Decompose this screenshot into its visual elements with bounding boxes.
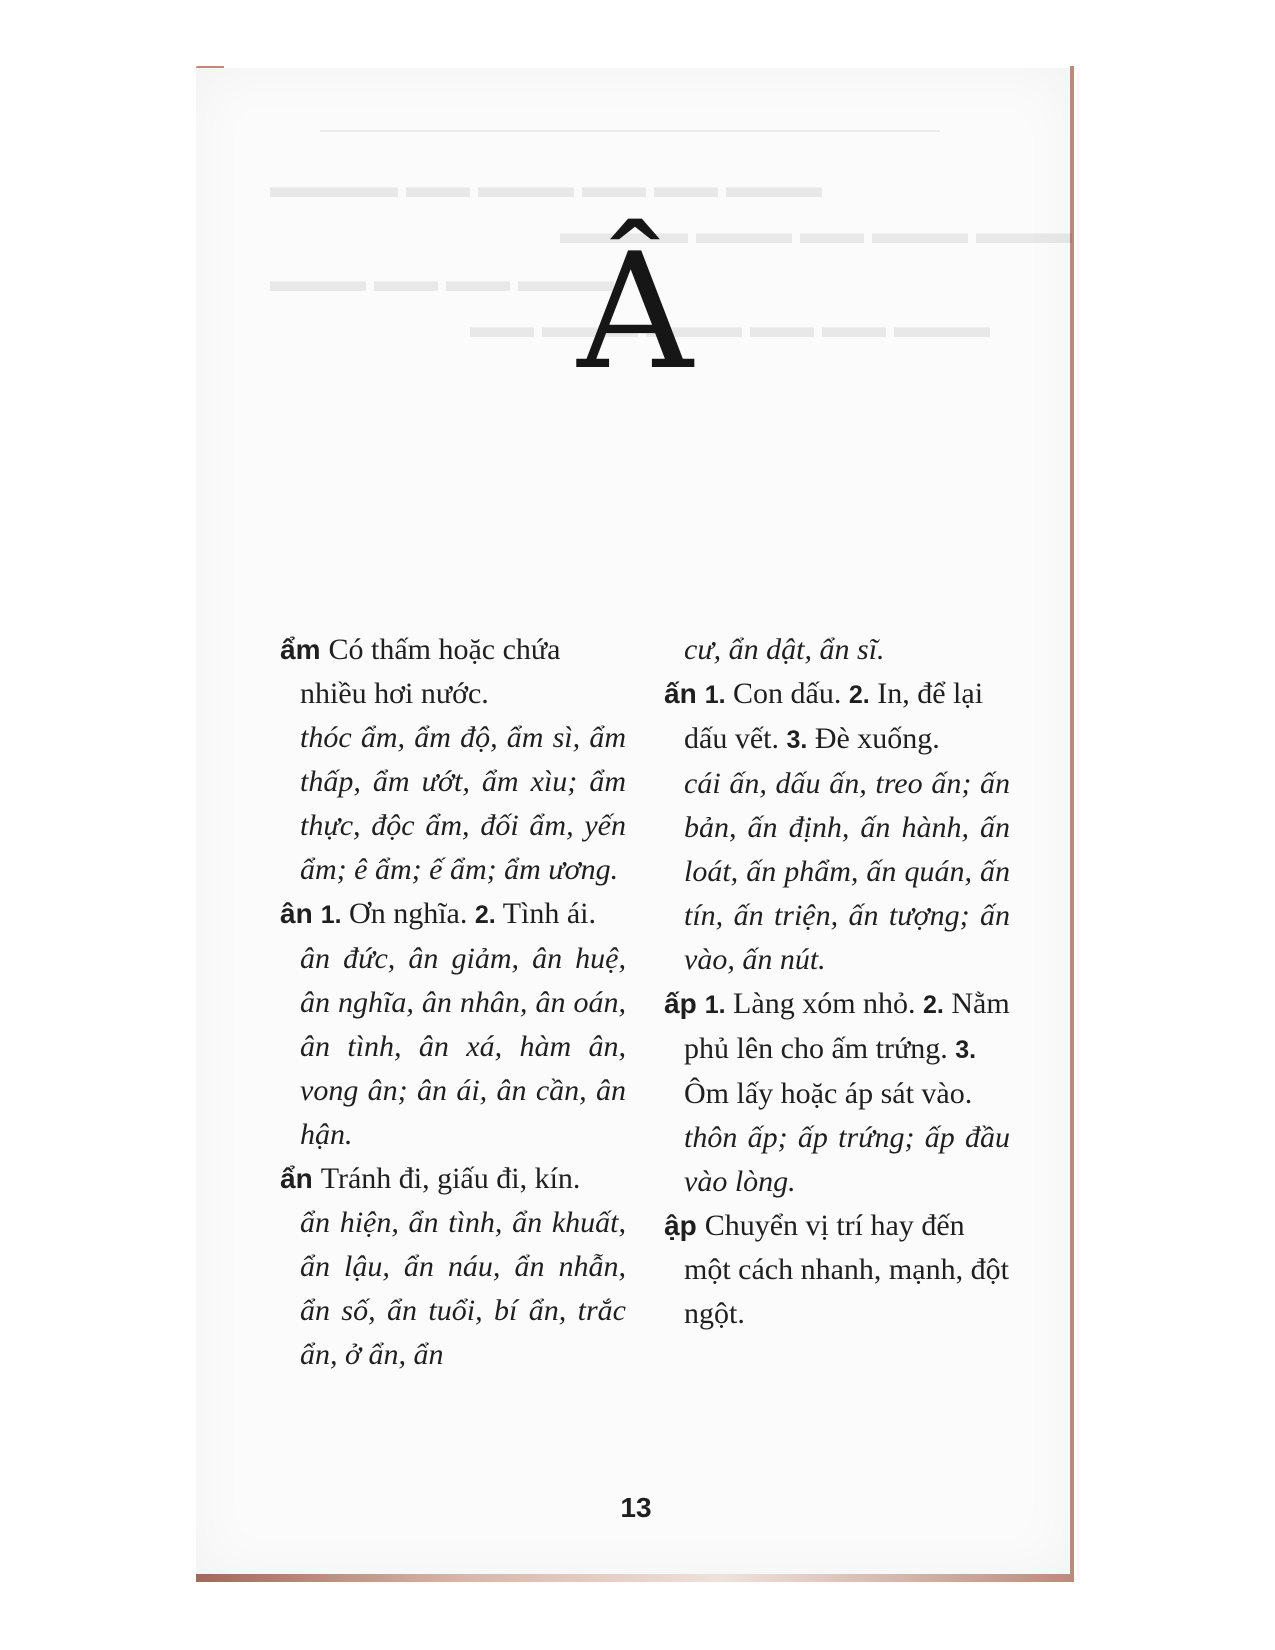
entry-definition <box>280 1157 626 1201</box>
show-through-line: ▬▬▬ ▬▬▬ ▬▬ ▬▬▬ ▬▬▬▬ <box>560 214 1072 250</box>
sense-text: Tình ái. <box>502 897 597 930</box>
entry-examples: cái ấn, dấu ấn, treo ấn; ấn bản, ấn định, ấn hành, ấn loát, ấn phẩm, ấn quán, ấn tín, ấn triện, ấn tượng; ấn vào, ấn nút. <box>684 767 1010 976</box>
sense-number: 2. <box>474 901 496 929</box>
sense-text: Ơn nghĩa. <box>349 897 468 930</box>
right-column <box>664 628 1010 1336</box>
section-letter: Â <box>577 218 693 405</box>
headword: ấn <box>664 678 697 709</box>
sense-text: Tránh đi, giấu đi, kín. <box>320 1162 581 1195</box>
dictionary-entry <box>664 1204 1010 1336</box>
sense-number: 1. <box>320 901 342 929</box>
dictionary-entry <box>664 672 1010 982</box>
show-through-line: ▬▬▬ ▬▬ ▬▬ ▬▬▬ <box>270 262 614 298</box>
show-through-rule <box>320 130 940 132</box>
sense-number: 3. <box>786 726 808 754</box>
entry-definition <box>280 628 626 716</box>
entry-definition <box>664 672 1010 762</box>
entry-definition <box>280 892 626 937</box>
sense-text: Con dấu. <box>733 677 842 710</box>
right-column-entries <box>664 672 1010 1336</box>
sense-text: Làng xóm nhỏ. <box>733 987 916 1020</box>
entry-examples: thóc ẩm, ẩm độ, ẩm sì, ẩm thấp, ẩm ướt, ẩm xìu; ẩm thực, độc ẩm, đối ẩm, yến ẩm; ê ẩm; ế ẩm; ẩm ương. <box>300 721 626 886</box>
entry-examples: ân đức, ân giảm, ân huệ, ân nghĩa, ân nhân, ân oán, ân tình, ân xá, hàm ân, vong ân; ân ái, ân cần, ân hận. <box>300 942 626 1151</box>
sense-text: Chuyển vị trí hay đến một cách nhanh, mạnh, đột ngột. <box>684 1209 1009 1330</box>
sense-text: In, để lại dấu vết. <box>684 677 984 755</box>
book-edge-bottom <box>196 1574 1074 1582</box>
entry-definition <box>664 1204 1010 1336</box>
headword: ập <box>664 1210 697 1241</box>
sense-number: 3. <box>955 1036 977 1064</box>
entry-definition <box>664 982 1010 1116</box>
sense-number: 2. <box>848 681 870 709</box>
sense-number: 1. <box>704 681 726 709</box>
entry-continuation: cư, ẩn dật, ẩn sĩ. <box>684 633 885 666</box>
show-through-line: ▬▬▬ ▬▬ ▬▬ ▬▬▬ ▬▬▬ ▬▬ <box>470 308 990 344</box>
book-edge-right <box>1070 66 1074 1580</box>
headword: ấp <box>664 988 697 1019</box>
dictionary-entry <box>280 1157 626 1377</box>
headword: ẩm <box>280 634 321 665</box>
sense-number: 1. <box>704 991 726 1019</box>
show-through-line: ▬▬▬ ▬▬ ▬▬ ▬▬▬ ▬▬ ▬▬▬▬ <box>270 168 822 204</box>
dictionary-entry <box>280 892 626 1157</box>
headword: ân <box>280 898 313 929</box>
page-number: 13 <box>620 1492 652 1523</box>
headword: ẩn <box>280 1163 313 1194</box>
dictionary-entry <box>280 628 626 892</box>
sense-text: Đè xuống. <box>814 722 940 755</box>
sense-text: Ôm lấy hoặc áp sát vào. <box>684 1077 973 1110</box>
entry-examples: ẩn hiện, ẩn tình, ẩn khuất, ẩn lậu, ẩn náu, ẩn nhẫn, ẩn số, ẩn tuổi, bí ẩn, trắc ẩn, ở ẩn, ẩn <box>300 1206 626 1371</box>
sense-number: 2. <box>923 991 944 1019</box>
sense-text: Nằm phủ lên cho ấm trứng. <box>684 987 1010 1065</box>
entry-examples: thôn ấp; ấp trứng; ấp đầu vào lòng. <box>684 1121 1010 1198</box>
dictionary-entry <box>664 982 1010 1204</box>
left-column <box>280 628 626 1377</box>
sense-text: Có thấm hoặc chứa nhiều hơi nước. <box>300 633 561 710</box>
